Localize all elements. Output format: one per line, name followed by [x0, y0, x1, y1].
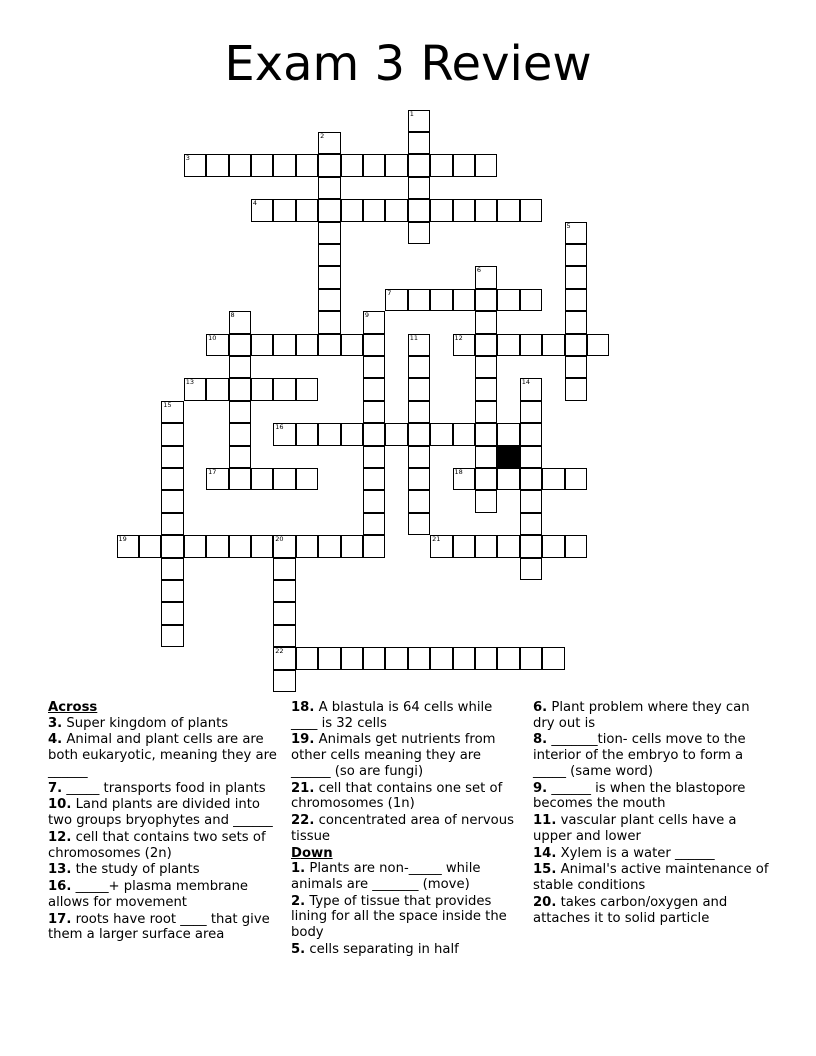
grid-cell[interactable] — [408, 334, 431, 357]
grid-cell[interactable] — [296, 378, 319, 401]
grid-cell[interactable] — [318, 266, 341, 289]
grid-cell[interactable] — [273, 199, 296, 222]
grid-cell[interactable] — [363, 647, 386, 670]
grid-cell[interactable] — [206, 334, 229, 357]
grid-cell[interactable] — [161, 446, 184, 469]
grid-cell[interactable] — [497, 468, 520, 491]
grid-cell[interactable] — [318, 244, 341, 267]
down-heading: Down — [291, 845, 333, 861]
grid-cell[interactable] — [363, 468, 386, 491]
grid-cell[interactable] — [408, 423, 431, 446]
grid-cell[interactable] — [565, 222, 588, 245]
clue-down-5: 5. cells separating in half — [291, 941, 459, 957]
grid-cell[interactable] — [542, 468, 565, 491]
grid-cell[interactable] — [273, 625, 296, 648]
grid-cell[interactable] — [385, 199, 408, 222]
grid-cell[interactable] — [318, 132, 341, 155]
grid-cell[interactable] — [475, 199, 498, 222]
grid-cell[interactable] — [520, 334, 543, 357]
grid-cell[interactable] — [161, 423, 184, 446]
grid-cell[interactable] — [385, 289, 408, 312]
grid-cell[interactable] — [139, 535, 162, 558]
grid-cell[interactable] — [520, 535, 543, 558]
grid-cell[interactable] — [497, 199, 520, 222]
grid-cell[interactable] — [161, 401, 184, 424]
clue-across-16: 16. _____+ plasma membrane allows for movement — [48, 879, 249, 910]
clue-down-14: 14. Xylem is a water ______ — [533, 845, 715, 861]
cell-number: 1 — [409, 109, 414, 118]
grid-cell[interactable] — [206, 535, 229, 558]
clue-across-21: 21. cell that contains one set of chromosomes (1n) — [291, 780, 503, 812]
grid-cell[interactable] — [475, 401, 498, 424]
grid-cell[interactable] — [229, 378, 252, 401]
grid-cell[interactable] — [408, 468, 431, 491]
grid-cell[interactable] — [453, 647, 476, 670]
grid-cell[interactable] — [408, 356, 431, 379]
grid-cell[interactable] — [341, 535, 364, 558]
grid-cell[interactable] — [363, 311, 386, 334]
grid-cell[interactable] — [318, 154, 341, 177]
grid-cell[interactable] — [161, 558, 184, 581]
clue-across-12: 12. cell that contains two sets of chromosomes (2n) — [48, 829, 266, 861]
grid-cell[interactable] — [453, 199, 476, 222]
grid-cell[interactable] — [475, 334, 498, 357]
clue-down-20: 20. takes carbon/oxygen and attaches it to solid particle — [533, 894, 728, 926]
grid-cell[interactable] — [184, 378, 207, 401]
cell-number: 17 — [208, 467, 217, 476]
grid-cell[interactable] — [542, 535, 565, 558]
grid-cell[interactable] — [363, 334, 386, 357]
grid-cell[interactable] — [206, 154, 229, 177]
grid-cell[interactable] — [206, 378, 229, 401]
grid-cell[interactable] — [273, 154, 296, 177]
grid-cell[interactable] — [161, 490, 184, 513]
clue-down-8: 8. _______tion- cells move to the interior of the embryo to form a _____ (same word) — [533, 732, 746, 779]
grid-cell[interactable] — [520, 490, 543, 513]
grid-cell[interactable] — [475, 468, 498, 491]
clue-across-22: 22. concentrated area of nervous tissue — [291, 813, 514, 844]
black-cell — [497, 446, 520, 469]
cell-number: 15 — [163, 400, 172, 409]
grid-cell[interactable] — [565, 311, 588, 334]
cell-number: 3 — [185, 154, 190, 163]
cell-number: 7 — [387, 288, 392, 297]
grid-cell[interactable] — [184, 535, 207, 558]
grid-cell[interactable] — [520, 289, 543, 312]
clue-down-9: 9. ______ is when the blastopore becomes the mouth — [533, 780, 746, 812]
cell-number: 21 — [432, 535, 441, 544]
grid-cell[interactable] — [318, 423, 341, 446]
grid-cell[interactable] — [341, 647, 364, 670]
grid-cell[interactable] — [497, 289, 520, 312]
cell-number: 16 — [275, 423, 284, 432]
grid-cell[interactable] — [161, 580, 184, 603]
grid-cell[interactable] — [408, 222, 431, 245]
grid-cell[interactable] — [273, 468, 296, 491]
grid-cell[interactable] — [475, 647, 498, 670]
clue-across-13: 13. the study of plants — [48, 862, 200, 878]
grid-cell[interactable] — [408, 177, 431, 200]
clue-across-7: 7. _____ transports food in plants — [48, 780, 266, 796]
grid-cell[interactable] — [453, 535, 476, 558]
grid-cell[interactable] — [565, 378, 588, 401]
grid-cell[interactable] — [229, 535, 252, 558]
grid-cell[interactable] — [229, 356, 252, 379]
grid-cell[interactable] — [430, 154, 453, 177]
grid-cell[interactable] — [408, 110, 431, 133]
grid-cell[interactable] — [296, 423, 319, 446]
grid-cell[interactable] — [273, 602, 296, 625]
grid-cell[interactable] — [475, 311, 498, 334]
grid-cell[interactable] — [296, 535, 319, 558]
grid-cell[interactable] — [475, 266, 498, 289]
clue-column-2 — [291, 700, 521, 959]
grid-cell[interactable] — [184, 154, 207, 177]
grid-cell[interactable] — [497, 423, 520, 446]
grid-cell[interactable] — [475, 289, 498, 312]
grid-cell[interactable] — [296, 334, 319, 357]
page-title: Exam 3 Review — [224, 36, 592, 92]
grid-cell[interactable] — [408, 513, 431, 536]
cell-number: 14 — [521, 378, 530, 387]
grid-cell[interactable] — [229, 468, 252, 491]
grid-cell[interactable] — [408, 378, 431, 401]
grid-cell[interactable] — [161, 535, 184, 558]
grid-cell[interactable] — [408, 154, 431, 177]
grid-cell[interactable] — [565, 535, 588, 558]
grid-cell[interactable] — [363, 446, 386, 469]
grid-cell[interactable] — [408, 132, 431, 155]
grid-cell[interactable] — [251, 334, 274, 357]
clue-across-17: 17. roots have root ____ that give them a larger surface area — [48, 911, 270, 943]
grid-cell[interactable] — [229, 423, 252, 446]
grid-cell[interactable] — [497, 334, 520, 357]
grid-cell[interactable] — [520, 423, 543, 446]
cell-number: 8 — [230, 311, 235, 320]
grid-cell[interactable] — [273, 670, 296, 693]
grid-cell[interactable] — [408, 490, 431, 513]
grid-cell[interactable] — [565, 356, 588, 379]
grid-cell[interactable] — [497, 647, 520, 670]
grid-cell[interactable] — [520, 199, 543, 222]
grid-cell[interactable] — [206, 468, 229, 491]
grid-cell[interactable] — [251, 154, 274, 177]
grid-cell[interactable] — [475, 423, 498, 446]
grid-cell[interactable] — [318, 311, 341, 334]
grid-cell[interactable] — [542, 647, 565, 670]
grid-cell[interactable] — [318, 334, 341, 357]
grid-cell[interactable] — [587, 334, 610, 357]
grid-cell[interactable] — [430, 535, 453, 558]
grid-cell[interactable] — [273, 558, 296, 581]
clue-across-3: 3. Super kingdom of plants — [48, 715, 229, 731]
cell-number: 11 — [409, 333, 418, 342]
grid-cell[interactable] — [273, 334, 296, 357]
grid-cell[interactable] — [296, 199, 319, 222]
cell-number: 20 — [275, 535, 284, 544]
clue-down-2: 2. Type of tissue that provides lining for all the space inside the body — [291, 893, 507, 940]
cell-number: 13 — [185, 378, 194, 387]
grid-cell[interactable] — [453, 289, 476, 312]
clue-across-10: 10. Land plants are divided into two groups bryophytes and ______ — [48, 797, 273, 829]
grid-cell[interactable] — [363, 535, 386, 558]
grid-cell[interactable] — [363, 513, 386, 536]
grid-cell[interactable] — [296, 647, 319, 670]
grid-cell[interactable] — [430, 199, 453, 222]
grid-cell[interactable] — [363, 378, 386, 401]
grid-cell[interactable] — [161, 468, 184, 491]
grid-cell[interactable] — [363, 154, 386, 177]
grid-cell[interactable] — [161, 602, 184, 625]
grid-cell[interactable] — [520, 513, 543, 536]
grid-cell[interactable] — [363, 401, 386, 424]
grid-cell[interactable] — [385, 647, 408, 670]
grid-cell[interactable] — [385, 423, 408, 446]
across-heading: Across — [48, 700, 98, 715]
grid-cell[interactable] — [430, 647, 453, 670]
grid-cell[interactable] — [497, 535, 520, 558]
grid-cell[interactable] — [229, 311, 252, 334]
grid-cell[interactable] — [341, 199, 364, 222]
grid-cell[interactable] — [565, 266, 588, 289]
grid-cell[interactable] — [475, 356, 498, 379]
grid-cell[interactable] — [251, 468, 274, 491]
grid-cell[interactable] — [341, 423, 364, 446]
grid-cell[interactable] — [229, 446, 252, 469]
grid-cell[interactable] — [565, 468, 588, 491]
clue-down-1: 1. Plants are non-_____ while animals are _______ (move) — [291, 861, 481, 892]
grid-cell[interactable] — [296, 154, 319, 177]
grid-cell[interactable] — [385, 154, 408, 177]
grid-cell[interactable] — [453, 334, 476, 357]
grid-cell[interactable] — [453, 154, 476, 177]
grid-cell[interactable] — [408, 199, 431, 222]
grid-cell[interactable] — [408, 401, 431, 424]
clue-across-18: 18. A blastula is 64 cells while ____ is 32 cells — [291, 700, 493, 731]
cell-number: 18 — [454, 467, 463, 476]
grid-cell[interactable] — [430, 289, 453, 312]
grid-cell[interactable] — [273, 580, 296, 603]
grid-cell[interactable] — [520, 558, 543, 581]
grid-cell[interactable] — [430, 423, 453, 446]
grid-cell[interactable] — [341, 334, 364, 357]
grid-cell[interactable] — [341, 154, 364, 177]
cell-number: 2 — [320, 131, 325, 140]
grid-cell[interactable] — [251, 535, 274, 558]
grid-cell[interactable] — [475, 446, 498, 469]
cell-number: 9 — [364, 311, 370, 320]
clue-down-11: 11. vascular plant cells have a upper and lower — [533, 813, 737, 844]
grid-cell[interactable] — [229, 401, 252, 424]
grid-cell[interactable] — [520, 378, 543, 401]
clue-column-1 — [48, 700, 284, 944]
grid-cell[interactable] — [565, 244, 588, 267]
grid-cell[interactable] — [363, 356, 386, 379]
grid-cell[interactable] — [229, 154, 252, 177]
grid-cell[interactable] — [475, 490, 498, 513]
grid-cell[interactable] — [408, 289, 431, 312]
grid-cell[interactable] — [251, 199, 274, 222]
grid-cell[interactable] — [453, 468, 476, 491]
cell-number: 10 — [208, 333, 217, 342]
grid-cell[interactable] — [273, 423, 296, 446]
grid-cell[interactable] — [318, 647, 341, 670]
grid-cell[interactable] — [408, 647, 431, 670]
grid-cell[interactable] — [161, 625, 184, 648]
clue-across-4: 4. Animal and plant cells are are both eukaryotic, meaning they are ______ — [48, 732, 277, 779]
grid-cell[interactable] — [565, 289, 588, 312]
grid-cell[interactable] — [296, 468, 319, 491]
grid-cell[interactable] — [475, 535, 498, 558]
grid-cell[interactable] — [318, 177, 341, 200]
grid-cell[interactable] — [363, 490, 386, 513]
grid-cell[interactable] — [273, 647, 296, 670]
grid-cell[interactable] — [475, 378, 498, 401]
grid-cell[interactable] — [318, 535, 341, 558]
grid-cell[interactable] — [273, 535, 296, 558]
clue-down-15: 15. Animal's active maintenance of stable conditions — [533, 862, 769, 894]
clue-across-19: 19. Animals get nutrients from other cells meaning they are ______ (so are fungi) — [291, 732, 496, 779]
grid-cell[interactable] — [363, 199, 386, 222]
grid-cell[interactable] — [318, 289, 341, 312]
grid-cell[interactable] — [251, 378, 274, 401]
grid-cell[interactable] — [318, 199, 341, 222]
clue-down-6: 6. Plant problem where they can dry out is — [533, 700, 750, 731]
grid-cell[interactable] — [363, 423, 386, 446]
grid-cell[interactable] — [229, 334, 252, 357]
grid-cell[interactable] — [520, 468, 543, 491]
cell-number: 4 — [252, 199, 258, 208]
grid-cell[interactable] — [475, 154, 498, 177]
grid-cell[interactable] — [520, 647, 543, 670]
grid-cell[interactable] — [318, 222, 341, 245]
clue-column-3 — [533, 700, 773, 927]
grid-cell[interactable] — [565, 334, 588, 357]
grid-cell[interactable] — [408, 446, 431, 469]
cell-number: 12 — [454, 333, 463, 342]
grid-cell[interactable] — [542, 334, 565, 357]
cell-number: 6 — [476, 266, 482, 275]
cell-number: 5 — [566, 221, 571, 230]
cell-number: 19 — [118, 535, 127, 544]
grid-cell[interactable] — [273, 378, 296, 401]
grid-cell[interactable] — [520, 401, 543, 424]
grid-cell[interactable] — [520, 446, 543, 469]
grid-cell[interactable] — [453, 423, 476, 446]
cell-number: 22 — [275, 647, 284, 656]
grid-cell[interactable] — [161, 513, 184, 536]
grid-cell[interactable] — [117, 535, 140, 558]
